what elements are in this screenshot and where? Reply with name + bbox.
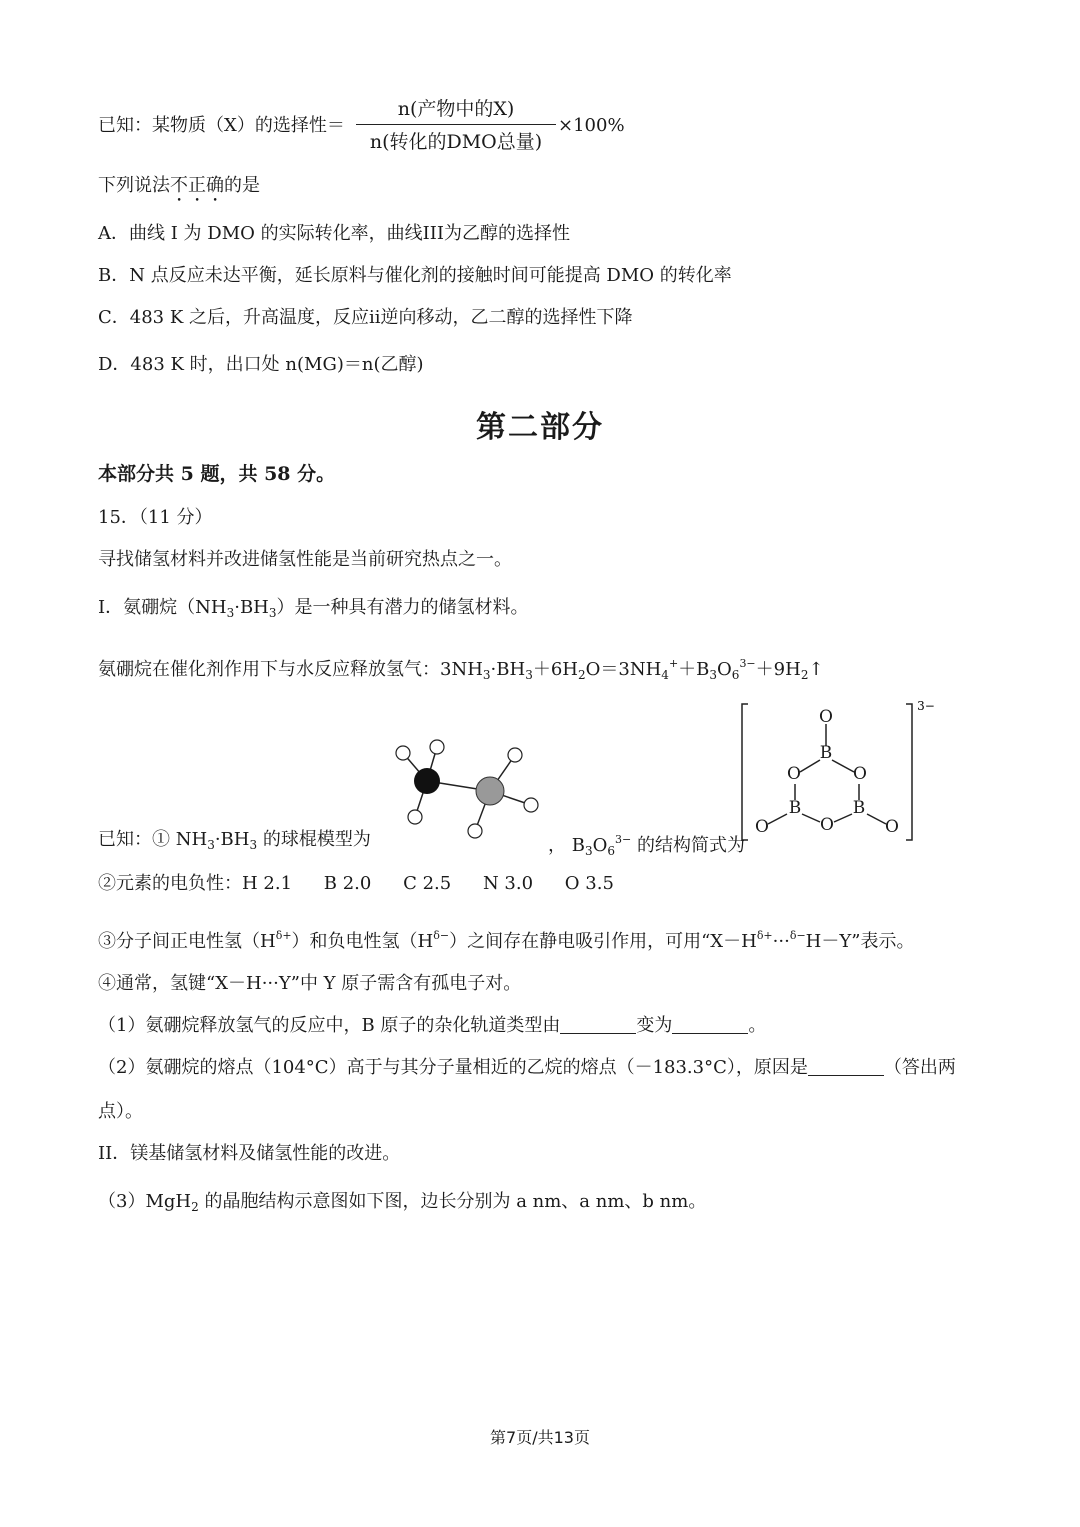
boron-ball [476, 777, 504, 805]
section-note: 本部分共 5 题，共 58 分。 [98, 463, 336, 485]
atom-b-right: B [852, 798, 866, 818]
answer-blank-3[interactable] [808, 1057, 884, 1076]
atom-o-outer-left: O [755, 817, 769, 837]
q15-intro: 寻找储氢材料并改进储氢性能是当前研究热点之一。 [98, 549, 512, 570]
q15-reaction: 氨硼烷在催化剂作用下与水反应释放氢气：$3NH_3\cdot BH_3+6H_2O=3NH_4^++B_3O_6^{3-}+9H_2↑$ [98, 657, 824, 682]
atom-o-bottom: O [820, 815, 834, 835]
given-1-second: ， $B_3O_6^{3-}$ 的结构简式为 [548, 833, 745, 858]
given-1: 已知：① $NH_3\cdot BH_3$ 的球棍模型为 [98, 829, 371, 852]
answer-blank-2[interactable] [672, 1015, 748, 1034]
emphasis-text: 不正确 [170, 175, 224, 196]
atom-b-top: B [819, 743, 833, 763]
option-c: C．483 K 之后，升高温度，反应ii逆向移动，乙二醇的选择性下降 [98, 307, 633, 328]
fraction-denominator: n(转化的DMO总量) [369, 131, 543, 153]
atom-o-left: O [787, 764, 801, 784]
sub-question-2: （2）氨硼烷的熔点（104°C）高于与其分子量相近的乙烷的熔点（－183.3°C），原因是 （答出两 [98, 1057, 956, 1078]
b3o6-ring-structure [740, 700, 940, 845]
section-title: 第二部分 [476, 410, 604, 445]
atom-o-right: O [853, 764, 867, 784]
note-3: ③分子间正电性氢$(H^{\delta+})$和负电性氢$(H^{\delta-})$之间存在静电吸引作用，可用“$X-H^{\delta+}\cdot\cdot\cdot^{\delta-}H-Y$”表示。 [98, 929, 915, 952]
nitrogen-ball [414, 768, 440, 794]
option-d: D．483 K 时，出口处 n(MG)＝n(乙醇) [98, 354, 424, 375]
page-footer: 第7页/共13页 [490, 1428, 590, 1447]
question-prompt: 下列说法不正确的是 [98, 175, 260, 196]
option-b: B．N 点反应未达平衡，延长原料与催化剂的接触时间可能提高 DMO 的转化率 [98, 265, 732, 286]
known-suffix: ×100% [558, 115, 625, 136]
fraction-bar [356, 124, 556, 125]
sub-question-2-cont: 点）。 [98, 1101, 143, 1122]
selectivity-fraction [356, 94, 556, 154]
q15-part1: I．氨硼烷$(NH_3\cdot BH_3)$是一种具有潜力的储氢材料。 [98, 597, 529, 620]
known-prefix: 已知：某物质（X）的选择性＝ [98, 115, 345, 136]
note-4: ④通常，氢键“X－H···Y”中 Y 原子需含有孤电子对。 [98, 973, 522, 994]
electronegativity: ②元素的电负性：H 2.1 B 2.0 C 2.5 N 3.0 O 3.5 [98, 873, 614, 894]
ball-stick-model [385, 735, 555, 845]
fraction-numerator: n(产物中的X) [397, 98, 515, 120]
q15-header: 15．（11 分） [98, 507, 213, 528]
q15-part2: II．镁基储氢材料及储氢性能的改进。 [98, 1143, 401, 1164]
sub-question-3: （3）MgH$_2$ 的晶胞结构示意图如下图，边长分别为 a nm、a nm、b nm。 [98, 1191, 707, 1214]
sub-question-1: （1）氨硼烷释放氢气的反应中，B 原子的杂化轨道类型由 变为 。 [98, 1015, 767, 1036]
atom-b-left: B [788, 798, 802, 818]
answer-blank-1[interactable] [560, 1015, 636, 1034]
atom-o-top: O [819, 707, 833, 727]
option-a: A．曲线 I 为 DMO 的实际转化率，曲线III为乙醇的选择性 [98, 223, 570, 244]
ring-charge: 3− [917, 700, 935, 713]
atom-o-outer-right: O [885, 817, 899, 837]
